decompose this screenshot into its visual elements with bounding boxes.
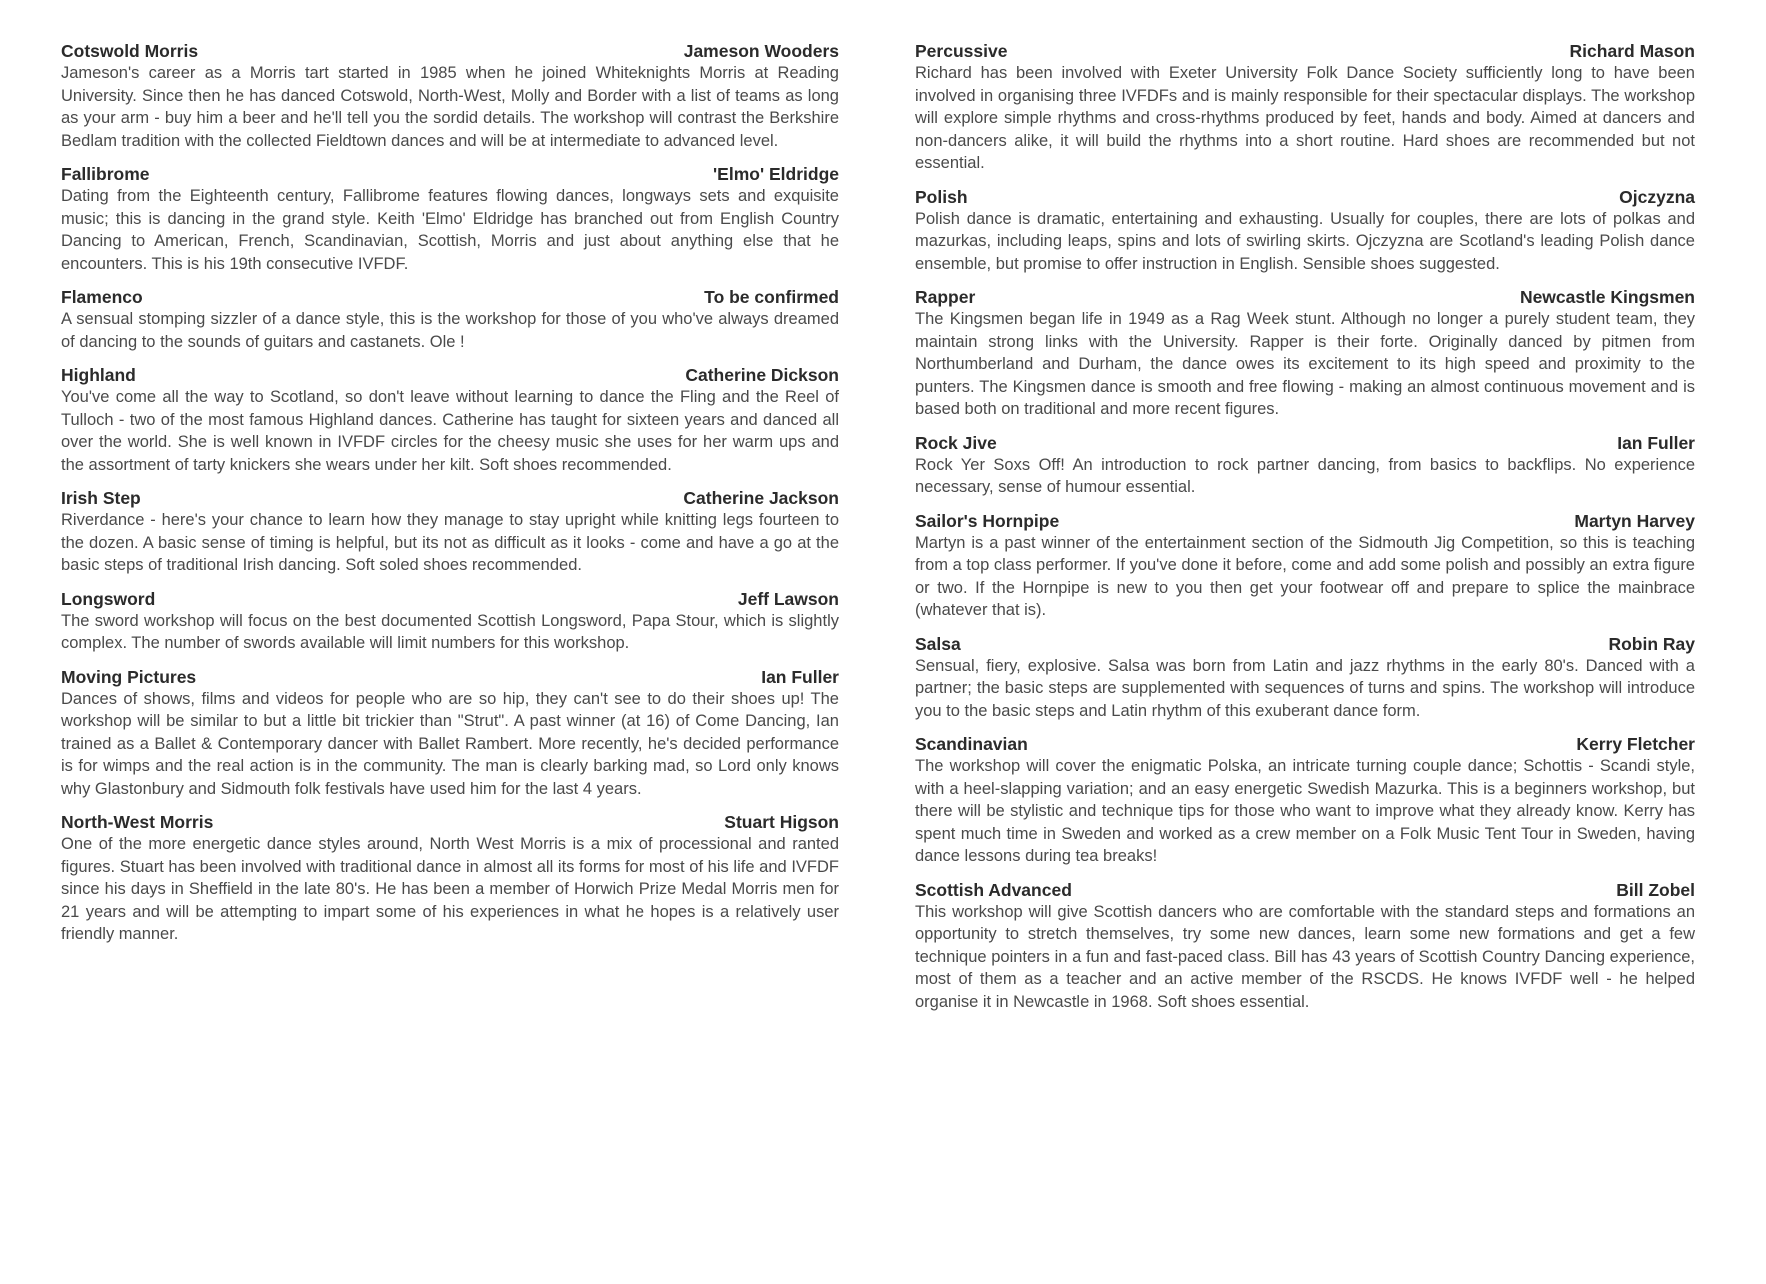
workshop-entry: [915, 510, 1695, 622]
workshop-title: Percussive: [915, 41, 1008, 61]
workshop-description: This workshop will give Scottish dancers who are comfortable with the standard steps and formations an opportunity to stretch themselves, try some new dances, learn some new formations and get a few technique pointers in a fun and fast-paced class. Bill has 43 years of Scottish Country Dancing experience, most of them as a teacher and an active member of the RSCDS. He knows IVFDF well - he helped organise it in Newcastle in 1968. Soft shoes essential.: [915, 902, 1695, 1011]
workshop-teacher: Martyn Harvey: [1574, 510, 1695, 531]
workshop-teacher: Newcastle Kingsmen: [1519, 287, 1695, 307]
workshop-teacher: Catherine Dickson: [685, 365, 839, 385]
workshop-heading: [915, 510, 1695, 532]
workshop-teacher: Ojczyzna: [1619, 186, 1695, 207]
workshop-description: The workshop will cover the enigmatic Polska, an intricate turning couple dance; Schottis - Scandi style, with a heel-slapping variation; and an easy energetic Swedish Mazurka. This is a beginners workshop, but there will be stylistic and technique tips for those who want to improve what they already know. Kerry has spent much time in Sweden and worked as a crew member on a Folk Music Tent Tour in Sweden, having dance lessons during tea breaks!: [915, 757, 1695, 865]
workshop-title: Cotswold Morris: [61, 41, 199, 61]
left-column: [61, 40, 839, 957]
workshop-title: Rapper: [915, 287, 976, 307]
workshop-title: Highland: [61, 365, 136, 385]
workshop-entry: [61, 666, 839, 801]
workshop-entry: [61, 364, 839, 476]
workshop-teacher: Jeff Lawson: [737, 588, 839, 609]
workshop-heading: [61, 40, 839, 62]
workshop-heading: [61, 286, 839, 308]
workshop-title: Flamenco: [61, 287, 143, 307]
workshop-heading: [915, 432, 1695, 454]
workshop-heading: [915, 286, 1695, 308]
workshop-teacher: Robin Ray: [1608, 633, 1695, 654]
workshop-teacher: Catherine Jackson: [683, 488, 839, 508]
workshop-description: Jameson's career as a Morris tart started in 1985 when he joined Whiteknights Morris at Reading University. Since then he has danced Cotswold, North-West, Molly and Border with a list of teams as long as your arm - buy him a beer and he'll tell you the sordid details. The workshop will contrast the Berkshire Bedlam tradition with the collected Fieldtown dances and will be at intermediate to advanced level.: [61, 64, 839, 150]
workshop-heading: [61, 588, 839, 610]
workshop-entry: [61, 487, 839, 577]
workshop-title: North-West Morris: [61, 812, 214, 832]
workshop-description: The Kingsmen began life in 1949 as a Rag Week stunt. Although no longer a purely student team, they maintain strong links with the University. Rapper is their forte. Originally danced by pitmen from Northumberland and Durham, the dance owes its excitement to its high speed and proximity to the punters. The Kingsmen dance is smooth and free flowing - making an almost continuous movement and is based both on traditional and more recent figures.: [915, 310, 1695, 418]
workshop-teacher: To be confirmed: [704, 287, 839, 307]
workshop-heading: [915, 633, 1695, 655]
workshop-description: Dating from the Eighteenth century, Fallibrome features flowing dances, longways sets and exquisite music; this is dancing in the grand style. Keith 'Elmo' Eldridge has branched out from English Country Dancing to American, French, Scandinavian, Scottish, Morris and just about anything else that he encounters. This is his 19th consecutive IVFDF.: [61, 187, 839, 273]
workshop-description: Rock Yer Soxs Off! An introduction to rock partner dancing, from basics to backflips. No experience necessary, sense of humour essential.: [915, 455, 1695, 496]
workshop-title: Irish Step: [61, 488, 141, 508]
workshop-teacher: Jameson Wooders: [683, 41, 839, 61]
workshop-heading: [61, 163, 839, 185]
workshop-title: Scandinavian: [915, 734, 1028, 754]
workshop-description: Richard has been involved with Exeter University Folk Dance Society sufficiently long to have been involved in organising three IVFDFs and is mainly responsible for their spectacular displays. The workshop will explore simple rhythms and cross-rhythms produced by feet, hands and body. Aimed at dancers and non-dancers alike, it will build the rhythms into a short routine. Hard shoes are recommended but not essential.: [915, 64, 1695, 172]
workshop-description: Sensual, fiery, explosive. Salsa was born from Latin and jazz rhythms in the early 80's. Danced with a partner; the basic steps are supplemented with sequences of turns and spins. The workshop will introduce you to the basic steps and Latin rhythm of this exuberant dance form.: [915, 656, 1695, 720]
workshop-entry: [61, 163, 839, 275]
workshop-teacher: Kerry Fletcher: [1576, 734, 1695, 754]
workshop-teacher: Ian Fuller: [761, 666, 839, 687]
workshop-entry: [61, 588, 839, 655]
workshop-heading: [915, 186, 1695, 208]
workshop-entry: [915, 286, 1695, 421]
workshop-entry: [915, 432, 1695, 499]
workshop-teacher: Bill Zobel: [1616, 879, 1695, 900]
workshop-description: A sensual stomping sizzler of a dance style, this is the workshop for those of you who've always dreamed of dancing to the sounds of guitars and castanets. Ole !: [61, 310, 839, 351]
workshop-entry: [61, 286, 839, 353]
workshop-description: The sword workshop will focus on the best documented Scottish Longsword, Papa Stour, which is slightly complex. The number of swords available will limit numbers for this workshop.: [61, 611, 839, 652]
workshop-heading: [61, 666, 839, 688]
workshop-title: Rock Jive: [915, 432, 997, 453]
workshop-title: Scottish Advanced: [915, 879, 1072, 900]
workshop-heading: [61, 364, 839, 386]
workshop-heading: [61, 811, 839, 833]
workshop-entry: [61, 811, 839, 946]
workshop-description: Polish dance is dramatic, entertaining and exhausting. Usually for couples, there are lots of polkas and mazurkas, including leaps, spins and lots of swirling skirts. Ojczyzna are Scotland's leading Polish dance ensemble, but promise to offer instruction in English. Sensible shoes suggested.: [915, 209, 1695, 273]
workshop-teacher: 'Elmo' Eldridge: [713, 164, 839, 184]
workshop-description: Riverdance - here's your chance to learn how they manage to stay upright while knitting legs fourteen to the dozen. A basic sense of timing is helpful, but its not as difficult as it looks - come and have a go at the basic steps of traditional Irish dancing. Soft soled shoes recommended.: [61, 511, 839, 574]
workshop-title: Fallibrome: [61, 164, 150, 184]
workshop-heading: [915, 733, 1695, 755]
workshop-entry: [915, 186, 1695, 276]
workshop-description: You've come all the way to Scotland, so don't leave without learning to dance the Fling and the Reel of Tulloch - two of the most famous Highland dances. Catherine has taught for sixteen years and danced all over the world. She is well known in IVFDF circles for the cheesy music she uses for her warm ups and the assortment of tarty knickers she wears under her kilt. Soft shoes recommended.: [61, 388, 839, 474]
right-column: [915, 40, 1695, 1024]
workshop-heading: [915, 879, 1695, 901]
workshop-description: One of the more energetic dance styles around, North West Morris is a mix of processional and ranted figures. Stuart has been involved with traditional dance in almost all its forms for most of his life and IVFDF since his days in Sheffield in the late 80's. He has been a member of Horwich Prize Medal Morris men for 21 years and will be attempting to impart some of his experiences in what he hopes is a relatively user friendly manner.: [61, 835, 839, 943]
workshop-entry: [915, 733, 1695, 868]
workshop-entry: [915, 879, 1695, 1014]
workshop-entry: [915, 40, 1695, 175]
workshop-teacher: Stuart Higson: [724, 812, 839, 832]
workshop-heading: [61, 487, 839, 509]
workshop-title: Longsword: [61, 588, 156, 609]
workshop-heading: [915, 40, 1695, 62]
workshop-teacher: Ian Fuller: [1617, 432, 1695, 453]
workshop-title: Sailor's Hornpipe: [915, 510, 1060, 531]
workshop-entry: [915, 633, 1695, 723]
workshop-title: Moving Pictures: [61, 666, 197, 687]
workshop-title: Polish: [915, 186, 968, 207]
workshop-teacher: Richard Mason: [1569, 41, 1695, 61]
workshop-description: Dances of shows, films and videos for people who are so hip, they can't see to do their shoes up! The workshop will be similar to but a little bit trickier than "Strut". A past winner (at 16) of Come Dancing, Ian trained as a Ballet & Contemporary dancer with Ballet Rambert. More recently, he's decided performance is for wimps and the real action is in the community. The man is clearly barking mad, so Lord only knows why Glastonbury and Sidmouth folk festivals have used him for the last 4 years.: [61, 689, 839, 798]
workshop-entry: [61, 40, 839, 152]
workshop-description: Martyn is a past winner of the entertainment section of the Sidmouth Jig Competition, so this is teaching from a top class performer. If you've done it before, come and add some polish and possibly an extra figure or two. If the Hornpipe is new to you then get your footwear off and prepare to splice the mainbrace (whatever that is).: [915, 533, 1695, 619]
workshop-title: Salsa: [915, 633, 961, 654]
